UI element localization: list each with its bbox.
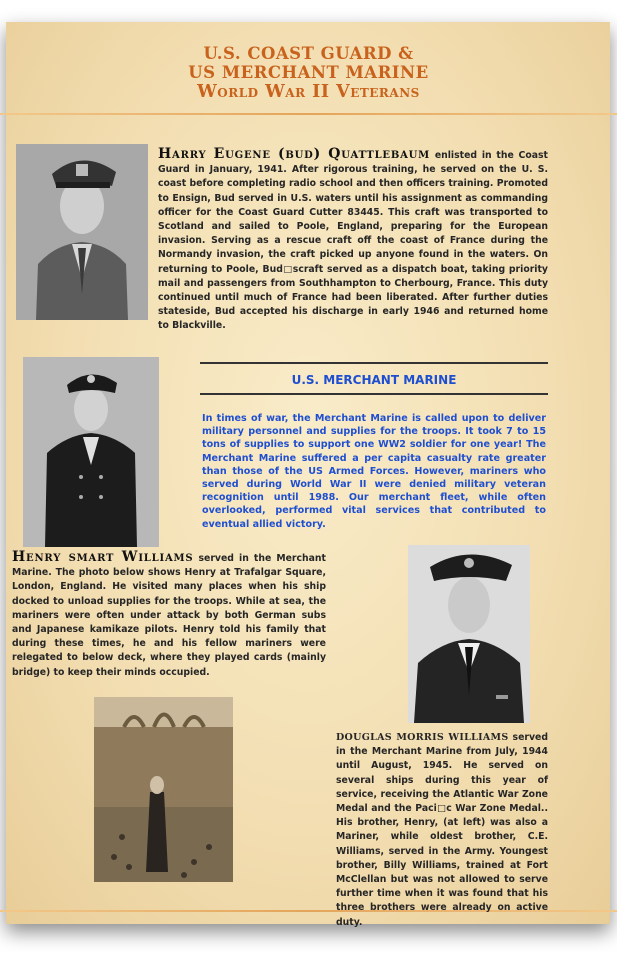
henry-square-scene	[94, 697, 233, 882]
merchant-officer-figure	[23, 357, 159, 547]
henry-text: served in the Merchant Marine. The photo below shows Henry at Trafalgar Square, London, England. He visited many places when his ship docked to unload supplies for the troops. While at sea, the mariners were often under attack by both German subs and Japanese kamikaze pilots. Henry told his family that during these times, he and his fellow mariners were relegated to below deck, where they played cards (mainly bridge) to keep their minds occupied.	[12, 553, 326, 678]
harry-name: Harry Eugene (bud) Quattlebaum	[158, 146, 431, 162]
merchant-top-divider	[200, 362, 548, 364]
harry-text: enlisted in the Coast Guard in January, 1941. After rigorous training, he served on the U. S. coast before completing radio school and then officers training. Promoted to Ensign, Bud served in U.S. waters until his assignment as commanding officer for the Coast Guard Cutter 83445. This craft was transported to Scotland and sailed to Poole, England, preparing for the European invasion. Serving as a rescue craft off the coast of France during the Normandy invasion, the craft picked up anyone found in the waters. On returning to Poole, Bud□scraft served as a dispatch boat, taking priority mail and passengers from Southhampton to Cherbourg, France. This duty continued until much of France had been liberated. After further duties stateside, Bud accepted his discharge in early 1946 and returned home to Blackville.	[158, 150, 548, 332]
merchant-paragraph: In times of war, the Merchant Marine is called upon to deliver military personnel and supplies for the troops. It took 7 to 15 tons of supplies to support one WW2 soldier for one year! The Merchant Marine suffered a per capita casualty rate greater than those of the US Armed Forces. However, mariners who served during World War II were denied military veteran recognition until 1988. Our merchant fleet, while often overlooked, performed vital services that contributed to eventual allied victory.	[202, 413, 546, 530]
title-line-3: World War II Veterans	[197, 82, 420, 102]
title-line-1: U.S. COAST GUARD &	[203, 44, 414, 63]
douglas-text: served in the Merchant Marine from July, 1944 until August, 1945. He served on several ships during this year of service, receiving the Atlantic War Zone Medal and the Paci□c War Zone Medal.. His brother, Henry, (at left) was also a Mariner, while oldest brother, C.E. Williams, served in the Army. Youngest brother, Billy Williams, trained at Fort McClellan but was not allowed to serve further time when it was found that his three brothers were already on active duty.	[336, 732, 549, 928]
henry-square-photo	[94, 697, 233, 882]
harry-portrait-photo	[16, 144, 148, 320]
douglas-portrait-figure	[408, 545, 530, 723]
top-rule	[0, 113, 617, 115]
title-line-2: US MERCHANT MARINE	[188, 63, 429, 82]
merchant-heading: U.S. MERCHANT MARINE	[291, 373, 457, 387]
harry-portrait-figure	[16, 144, 148, 320]
harry-paragraph	[158, 147, 548, 334]
douglas-paragraph	[336, 731, 548, 930]
douglas-portrait-photo	[408, 545, 530, 723]
merchant-bottom-divider	[200, 393, 548, 395]
henry-paragraph	[12, 550, 326, 680]
douglas-name: DOUGLAS MORRIS WILLIAMS	[336, 732, 509, 743]
henry-name: Henry smart Williams	[12, 549, 194, 565]
merchant-officer-photo	[23, 357, 159, 547]
